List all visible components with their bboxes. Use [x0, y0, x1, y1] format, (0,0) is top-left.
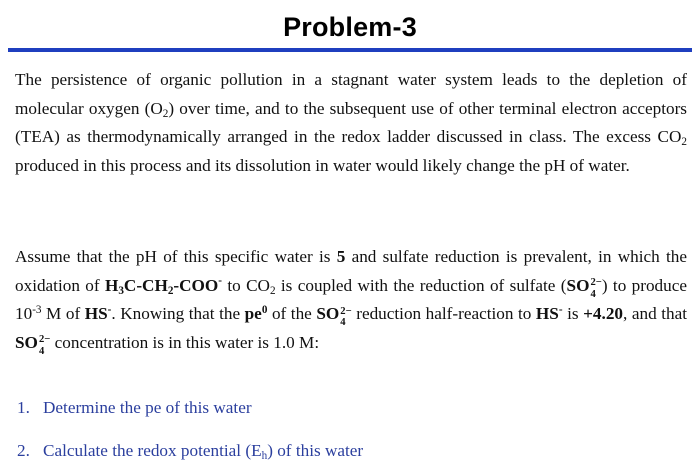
- question-2: 2. Calculate the redox potential $(E_h)$ of this water: [17, 441, 364, 463]
- question-number: 1.: [17, 398, 30, 417]
- acetate-formula: $H_3C-CH_2-COO^-$: [104, 275, 223, 297]
- ph-value: 5: [336, 247, 346, 266]
- page-title: Problem-3: [283, 12, 417, 42]
- sulfate-formula-2: SO 2− 4: [316, 304, 352, 329]
- question-number: 2.: [17, 441, 30, 460]
- question-1: [17, 398, 252, 418]
- pe-zero-symbol: $pe^0$: [244, 304, 268, 324]
- bisulfide-formula-2: HS-: [535, 304, 563, 324]
- sulfate-formula: SO 2− 4: [566, 275, 602, 300]
- question-text: Calculate the redox potential (E: [43, 441, 262, 460]
- sulfate-formula-3: SO 2− 4: [15, 332, 51, 357]
- title-divider: [8, 48, 692, 52]
- question-text: Determine the pe of this water: [43, 398, 252, 417]
- paragraph-assumptions: Assume that the pH of this specific water is 5 and sulfate reduction is prevalent, in which the oxidation of $H_3C-CH_2-COO^-$ to $CO_2$ is coupled with the reduction of sulfate (SO 2− 4 ) to produce $10^{-3}$ M of HS-. Knowing that the $pe^0$ of the SO 2− 4 reduction half-reaction to HS- is +4.20, and that SO 2− 4 concentration is in this water is 1.0 M:: [15, 247, 687, 357]
- bisulfide-formula: HS-: [84, 304, 112, 324]
- paragraph-intro: The persistence of organic pollution in a stagnant water system leads to the depletion of molecular oxygen $(O_2)$ over time, and to the subsequent use of other terminal electron acceptors (TEA) as thermodynamically arranged in the redox ladder discussed in class. The excess $CO_2$ produced in this process and its dissolution in water would likely change the pH of water.: [15, 70, 687, 175]
- pe-zero-value: +4.20: [583, 304, 624, 324]
